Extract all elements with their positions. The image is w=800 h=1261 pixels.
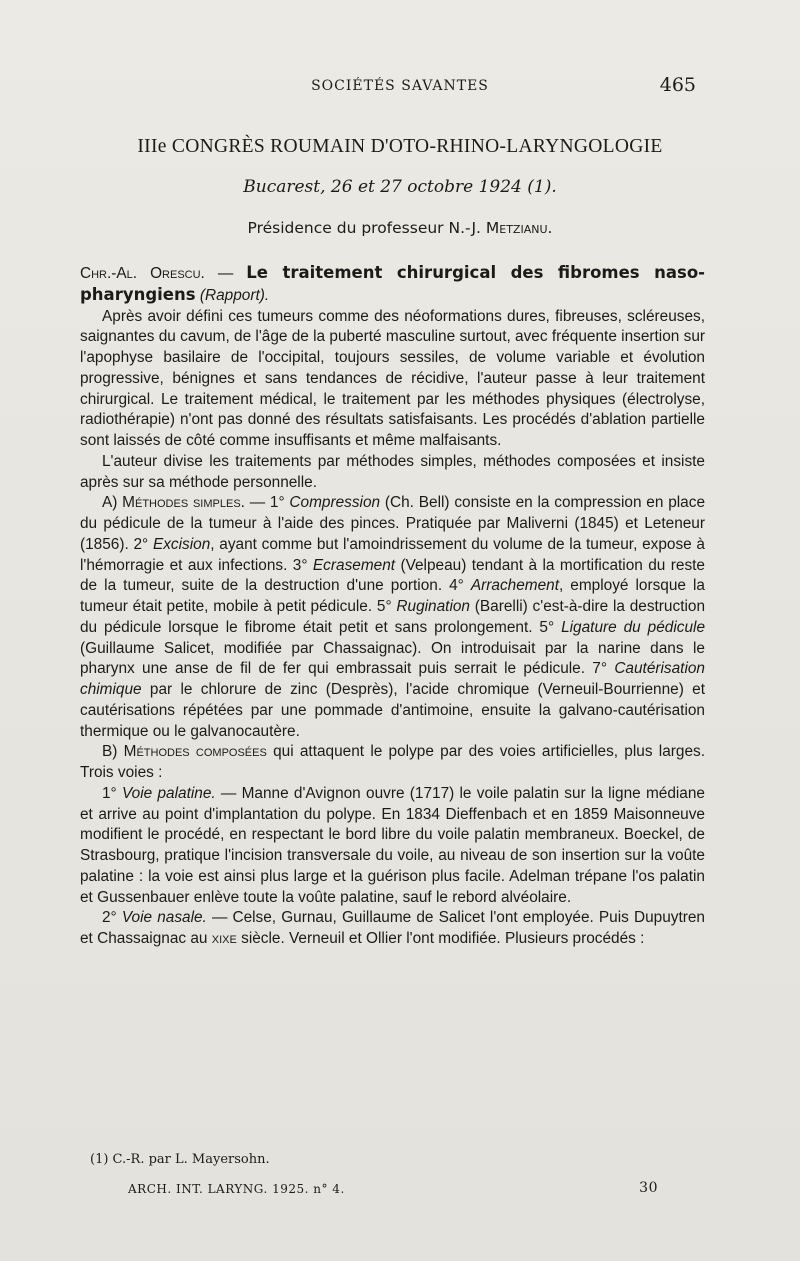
heading-dash: — (204, 265, 247, 282)
methodes-simples-label: A) Méthodes simples. (102, 494, 245, 512)
article-qualifier: (Rapport). (195, 286, 270, 304)
text-run: — 1° (244, 494, 290, 512)
text-run: — Celse, Gurnau, Guillaume de Salicet l'ont employée. Puis Dupuytren et Chassaignac au (80, 909, 705, 947)
presidence-line (100, 219, 700, 237)
president-name: Metzianu. (485, 219, 553, 237)
methodes-composees-label: B) Méthodes composées (102, 743, 267, 761)
venue-line: Bucarest, 26 et 27 octobre 1924 (1). (243, 177, 557, 197)
article-author: Chr.-Al. Orescu. (80, 265, 205, 282)
running-head (0, 74, 800, 100)
page-footer (128, 1182, 658, 1196)
item-number: 2° (102, 909, 122, 927)
running-head-title: SOCIÉTÉS SAVANTES (311, 78, 489, 94)
congress-title: IIIe CONGRÈS ROUMAIN D'OTO-RHINO-LARYNGOLOGIE (137, 136, 663, 157)
text-run: (Velpeau) tendant à la mortification du reste de la tumeur, suite de la destruction d'une portion. 4° (80, 556, 705, 595)
paragraph-intro: Après avoir défini ces tumeurs comme des néoformations dures, fibreuses, scléreuses, saignantes du cavum, de l'âge de la puberté masculine surtout, avec fréquente insertion sur l'apophyse basilaire de l'occipital, toujours sessiles, de volume variable et évolution progressive, bénignes et sans tendances de récidive, l'auteur passe à leur traitement chirurgical. Le traitement médical, le traitement par les méthodes physiques (électrolyse, radiothérapie) n'ont pas donné des résultats satisfaisants. Les procédés d'ablation partielle sont laissés de côté comme insuffisants et même malfaisants. (80, 307, 705, 449)
footnote: (1) C.-R. par L. Mayersohn. (90, 1152, 270, 1167)
paragraph-methodes-simples (80, 493, 705, 742)
text-run: (Barelli) c'est-à-dire la destruction du pédicule lorsque le fibrome était petit et sans prolongement. 5° (80, 598, 706, 636)
text-run: (Ch. Bell) consiste en la compression en place du pédicule de la tumeur à l'aide des pinces. Pratiquée par Maliverni (1845) et Leteneur (1856). 2° (80, 494, 706, 553)
text-run: , ayant comme but l'amoindrissement du volume de la tumeur, expose à l'hémorragie et aux infections. 3° (80, 535, 705, 574)
term-arrachement: Arrachement (470, 577, 559, 595)
term-rugination: Rugination (396, 598, 470, 615)
term-excision: Excision (152, 535, 211, 553)
paragraph-voie-palatine (80, 784, 705, 909)
paragraph-voie-nasale (80, 908, 705, 950)
journal-reference: ARCH. INT. LARYNG. 1925. n° 4. (128, 1182, 345, 1196)
text-run: — Manne d'Avignon ouvre (1717) le voile palatin sur la ligne médiane et arrive au point d'implantation du polype. En 1834 Dieffenbach et en 1859 Maisonneuve modifient le procédé, en respectant le bord libre du voile palatin membraneux. Boeckel, de Strasbourg, pratique l'incision transversale du voile, au niveau de son insertion sur la voûte palatine : la voie est ainsi plus large et la guérison plus facile. Adelman trépane l'os palatin et Gussenbauer enlève toute la voûte palatine, sauf le rebord alvéolaire. (80, 784, 705, 906)
article-title: Le traitement chirurgical des fibromes naso-pharyngiens (80, 263, 705, 304)
term-cauterisation: Cautérisation chimique (80, 660, 705, 698)
item-number: 1° (102, 784, 122, 802)
century-roman: xixe (211, 930, 237, 947)
article-body (80, 263, 705, 950)
term-ligature: Ligature du pédicule (561, 618, 706, 636)
voie-nasale-label: Voie nasale. (121, 909, 207, 927)
signature-mark: 30 (639, 1180, 658, 1196)
text-run: par le chlorure de zinc (Desprès), l'acide chromique (Verneuil-Bourrienne) et cautérisations répétées par une pommade d'antimoine, ensuite la galvano-cautérisation thermique ou le galvanocautère. (80, 681, 705, 740)
page-number: 465 (659, 74, 696, 96)
presidence-prefix: Présidence du professeur N.-J. (247, 219, 486, 237)
text-run: siècle. Verneuil et Ollier l'ont modifiée. Plusieurs procédés : (236, 930, 645, 947)
paragraph-methodes-composees (80, 742, 705, 784)
paragraph-division: L'auteur divise les traitements par méthodes simples, méthodes composées et insiste après sur sa méthode personnelle. (80, 452, 705, 491)
text-run: qui attaquent le polype par des voies artificielles, plus larges. Trois voies : (80, 743, 705, 781)
text-run: , employé lorsque la tumeur était petite, mobile à petit pédicule. 5° (80, 577, 705, 615)
term-compression: Compression (289, 494, 381, 512)
term-ecrasement: Ecrasement (312, 556, 396, 574)
article-heading (80, 263, 705, 307)
text-run: (Guillaume Salicet, modifiée par Chassaignac). On introduisait par la narine dans le pharynx une anse de fil de fer qui embrassait puis serrait le pédicule. 7° (80, 639, 705, 678)
voie-palatine-label: Voie palatine. (121, 784, 216, 802)
